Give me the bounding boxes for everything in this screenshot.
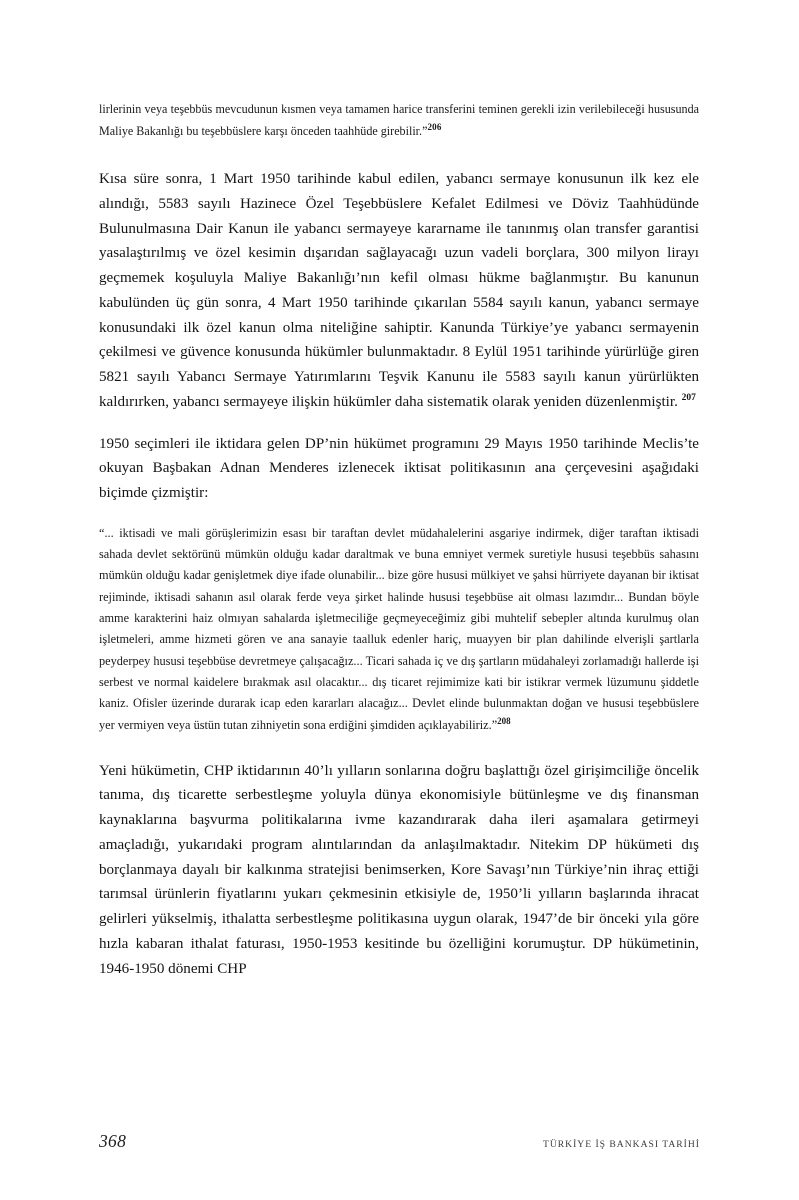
footnote-marker-206: 206 [427,121,442,132]
paragraph-2-text: 1950 seçimleri ile iktidara gelen DP’nin hükümet programını 29 Mayıs 1950 tarihinde Meclis’te okuyan Başbakan Adnan Menderes izlenecek iktisat politikasının ana çerçevesini aşağıdaki biçimde çizmiştir: [99,435,699,502]
page-content [99,100,699,998]
body-paragraph-2 [99,432,699,506]
running-head: TÜRKİYE İŞ BANKASI TARİHİ [542,1139,700,1150]
paragraph-3-text: Yeni hükümetin, CHP iktidarının 40’lı yılların sonlarına doğru başlattığı özel girişimciliğe öncelik tanıma, dış ticarette serbestleşme yoluyla dünya ekonomisiyle bütünleşme ve dış finansman kaynaklarına başvurma politikalarına ivme kazandırarak daha ileri aşamalara getirmeyi amaçladığı, yukarıdaki program alıntılarından da anlaşılmaktadır. Nitekim DP hükümeti dış borçlanmaya dayalı bir kalkınma stratejisi benimserken, Kore Savaşı’nın Türkiye’nin ihraç ettiği tarımsal ürünlerin fiyatlarını yukarı çekmesinin etkisiyle de, 1950’li yılların başlarında ihracat gelirleri yükselmiş, ithalatta serbestleşme politikasına uygun olarak, 1947’de bir önceki yıla göre hızla kabaran ithalat faturası, 1950-1953 kesitinde bu özelliğini korumuştur. DP hükümetinin, 1946-1950 dönemi CHP [99,762,699,977]
page-number: 368 [99,1131,127,1151]
quote-text: “... iktisadi ve mali görüşlerimizin esası bir taraftan devlet müdahalelerini asgariye indirmek, diğer taraftan iktisadi sahada devlet sektörünü mümkün olduğu kadar daraltmak ve buna emniyet vermek suretiyle hususi teşebbüs sahasını mümkün olduğu kadar genişletmek diye ifade olunabilir... bize göre hususi mülkiyet ve şahsi hürriyete dayanan bir iktisat rejiminde, iktisadi sahanın asıl olarak ferde veya şirket halinde hususi teşebbüse ait olması lazımdır... Bundan böyle amme karakterini haiz olmıyan sahalarda işletmeciliğe geçmeyeceğimiz gibi muhtelif sebepler altında kurulmuş olan işletmeleri, amme hizmeti gören ve ana sanayie taalluk edenler hariç, muayyen bir plan dahilinde elverişli şartlarla peyderpey hususi teşebbüse devretmeye çalışacağız... Ticari sahada iç ve dış şartların müdahaleyi zorlamadığı hallerde işi serbest ve normal kaidelere bırakmak asıl olacaktır... dış ticaret rejimimize kati bir istikrar vermek lüzumunu şiddetle kaniz. Ofisler üzerinde durarak icap eden kararları alacağız... Devlet elinde bulunmaktan doğan ve hususi teşebbüslere yer vermiyen veya üstün tutan zihniyetin sona erdiğini şimdiden açıklayabiliriz.” [99,525,699,733]
body-paragraph-1 [99,167,699,415]
continuation-text: lirlerinin veya teşebbüs mevcudunun kısmen veya tamamen harice transferini teminen gerekli izin verilebileceği hususunda Maliye Bakanlığı bu teşebbüslere karşı önceden taahhüde girebilir.” [99,102,699,138]
body-paragraph-3 [99,759,699,982]
footnote-marker-208: 208 [497,716,511,727]
block-quote [99,523,699,737]
page-footer [99,1131,700,1152]
footnote-marker-207: 207 [681,392,696,403]
paragraph-1-text: Kısa süre sonra, 1 Mart 1950 tarihinde kabul edilen, yabancı sermaye konusunun ilk kez ele alındığı, 5583 sayılı Hazinece Özel Teşebbüslere Kefalet Edilmesi ve Döviz Taahhüdünde Bulunulmasına Dair Kanun ile yabancı sermayeye kararname ile tanınmış olan transfer garantisi yasalaştırılmış ve özel kesimin dışarıdan sağlayacağı uzun vadeli borçlara, 300 milyon lirayı geçmemek koşuluyla Maliye Bakanlığı’nın kefil olması hükme bağlanmıştır. Bu kanunun kabulünden üç gün sonra, 4 Mart 1950 tarihinde çıkarılan 5584 sayılı kanun, yabancı sermaye konusundaki ilk özel kanun olma niteliğine sahiptir. Kanunda Türkiye’ye yabancı sermayenin çekilmesi ve güvence konusunda hükümler bulunmaktadır. 8 Eylül 1951 tarihinde yürürlüğe giren 5821 sayılı Yabancı Sermaye Yatırımlarını Teşvik Kanunu ile 5583 sayılı kanun yürürlükten kaldırırken, yabancı sermayeye ilişkin hükümler daha sistematik olarak yeniden düzenlenmiştir. [99,171,699,410]
continuation-paragraph [99,100,699,141]
